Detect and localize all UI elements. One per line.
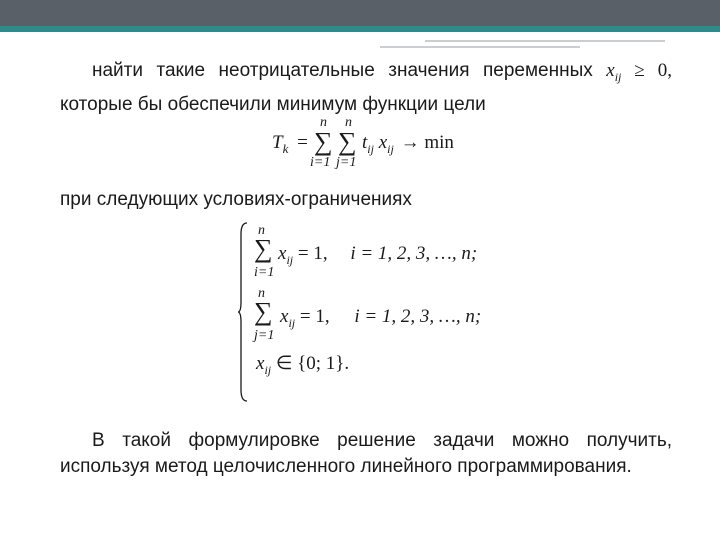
intro-text: найти такие неотрицательные значения переменных [92, 60, 593, 81]
constraint-2-sigma: ∑ [254, 297, 273, 326]
system-brace [238, 222, 248, 402]
sum2-sigma: ∑ [338, 127, 357, 156]
constraints-intro: при следующих условиях-ограничениях [60, 189, 412, 210]
intro-paragraph [60, 57, 672, 118]
intro-condition: ≥ 0, [621, 60, 672, 81]
slide-accent-stripe [0, 26, 720, 32]
decorative-line [425, 40, 665, 42]
intro-text-2: которые бы обеспечили минимум функции цели [60, 93, 486, 115]
intro-variable: $x_{ij}$ [606, 60, 622, 84]
sum2-upper: n [345, 115, 352, 130]
sum1-upper: n [320, 115, 327, 130]
slide-top-bar [0, 0, 720, 26]
sum1-sigma: ∑ [314, 127, 333, 156]
sum1-lower: i=1 [310, 155, 331, 170]
objective-term: $t_{ij}$ $x_{ij} \to \min$ [362, 132, 454, 156]
constraint-1-sigma: ∑ [254, 234, 273, 263]
decorative-line [380, 46, 580, 48]
sum2-lower: j=1 [336, 155, 357, 170]
conclusion-paragraph: В такой формулировке решение задачи можно получить, используя метод целочисленного линейного программирования. [60, 430, 672, 477]
